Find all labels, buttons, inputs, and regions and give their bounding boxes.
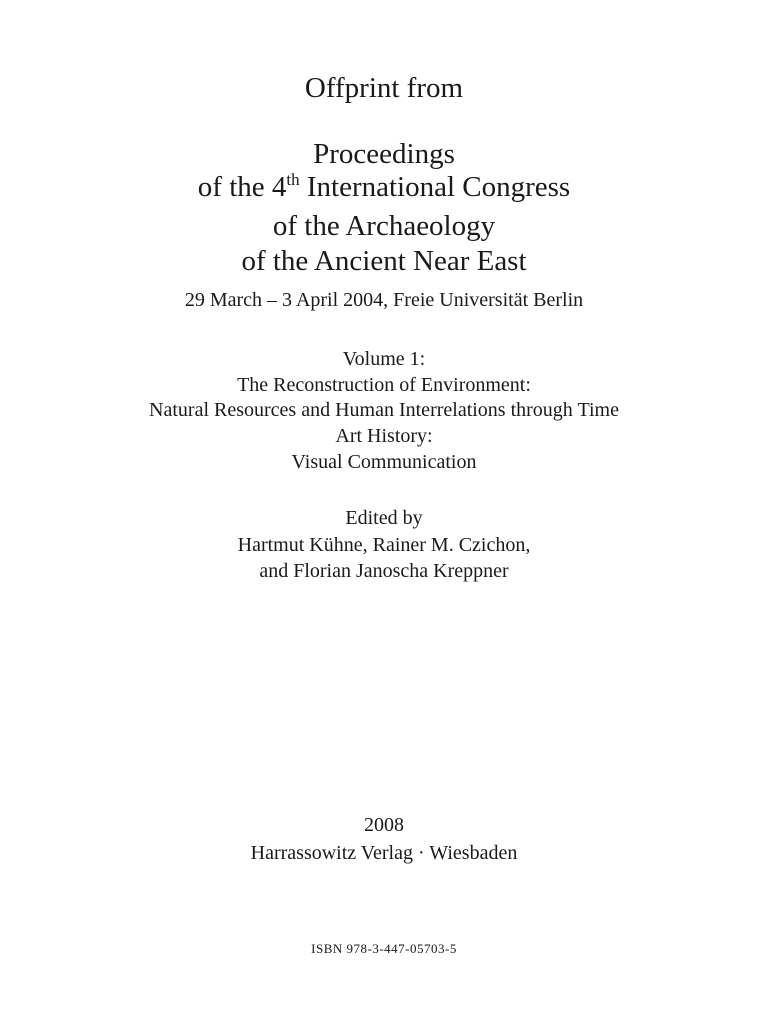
isbn-number: ISBN 978-3-447-05703-5 <box>311 941 457 956</box>
congress-dates: 29 March – 3 April 2004, Freie Universität Berlin <box>184 289 584 311</box>
offprint-heading: Offprint from <box>304 72 464 104</box>
title-line-2-pre: of the 4 <box>197 171 287 203</box>
title-line-4: of the Ancient Near East <box>241 245 527 277</box>
publication-year: 2008 <box>364 814 404 836</box>
volume-subtitle-2: Natural Resources and Human Interrelations through Time <box>149 399 619 421</box>
volume-subtitle-4: Visual Communication <box>291 451 477 473</box>
title-line-3: of the Archaeology <box>272 210 496 242</box>
publisher-imprint: Harrassowitz Verlag · Wiesbaden <box>250 842 518 864</box>
edited-by-label: Edited by <box>345 507 423 529</box>
title-line-1: Proceedings <box>313 138 455 170</box>
ordinal-suffix: th <box>286 170 300 189</box>
title-line-2 <box>0 171 768 204</box>
volume-subtitle-1: The Reconstruction of Environment: <box>237 374 531 396</box>
volume-subtitle-3: Art History: <box>335 425 433 447</box>
title-line-2-post: International Congress <box>299 171 571 203</box>
editors-line-1: Hartmut Kühne, Rainer M. Czichon, <box>237 534 531 556</box>
volume-label: Volume 1: <box>342 348 426 370</box>
editors-line-2: and Florian Janoscha Kreppner <box>259 560 509 582</box>
